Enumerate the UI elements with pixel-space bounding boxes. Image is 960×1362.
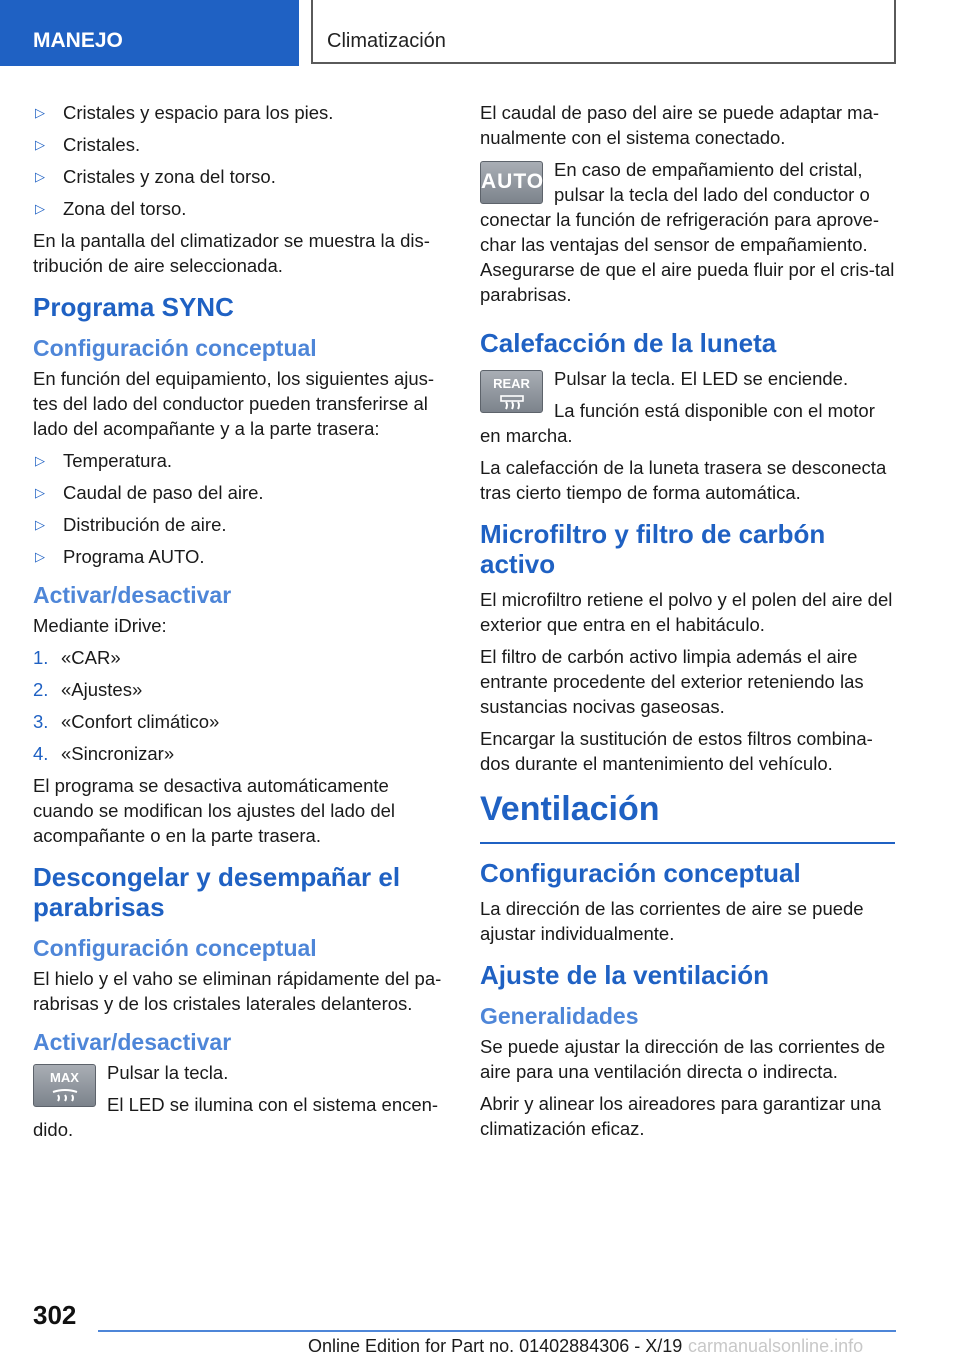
max-defrost-block	[33, 1060, 448, 1149]
paragraph: La dirección de las corrientes de aire se puede ajustar individualmente.	[480, 898, 864, 944]
paragraph: En caso de empañamiento del cristal, pulsar la tecla del lado del conductor o conectar la función de refrigeración para aprove-char las ventajas del sensor de empañamiento. Asegurarse de que el aire pueda fluir por el cris-tal parabrisas.	[480, 159, 895, 305]
sync-settings-list	[33, 448, 448, 569]
watermark: carmanualsonline.info	[688, 1336, 864, 1356]
subheading-activate: Activar/desactivar	[33, 1029, 232, 1055]
heading-rear-window-heating: Calefacción de la luneta	[480, 328, 777, 358]
rear-defrost-button-icon: REAR	[480, 370, 543, 413]
list-item: ▷ Programa AUTO.	[35, 546, 205, 567]
chapter-title: Climatización	[311, 0, 896, 64]
paragraph: La calefacción de la luneta trasera se desconecta tras cierto tiempo de forma automática.	[480, 457, 887, 503]
list-item: ▷ Caudal de paso del aire.	[35, 482, 264, 503]
triangle-bullet-icon: ▷	[35, 169, 45, 184]
heading-microfilter: Microfiltro y filtro de carbón activo	[480, 519, 826, 579]
paragraph: En la pantalla del climatizador se muestra la dis-tribución de aire seleccionada.	[33, 230, 430, 276]
rear-defrost-wave-icon	[497, 395, 527, 411]
paragraph: Mediante iDrive:	[33, 615, 167, 636]
list-item: 4. «Sincronizar»	[33, 743, 175, 764]
paragraph: Abrir y alinear los aireadores para garantizar una climatización eficaz.	[480, 1093, 882, 1139]
list-item: ▷ Cristales y zona del torso.	[35, 166, 276, 187]
paragraph: Pulsar la tecla.	[107, 1062, 229, 1083]
paragraph: Encargar la sustitución de estos filtros combina-dos durante el mantenimiento del vehículo.	[480, 728, 873, 774]
step-number: 1.	[33, 647, 49, 668]
list-item: ▷ Distribución de aire.	[35, 514, 227, 535]
footer-divider	[98, 1330, 896, 1332]
auto-block	[480, 157, 895, 314]
auto-button-icon: AUTO	[480, 161, 543, 204]
list-item: ▷ Cristales.	[35, 134, 141, 155]
edition-note: Online Edition for Part no. 01402884306 - X/19	[308, 1336, 683, 1356]
triangle-bullet-icon: ▷	[35, 453, 45, 468]
subheading-general: Generalidades	[480, 1003, 639, 1029]
paragraph: En función del equipamiento, los siguientes ajus-tes del lado del conductor pueden transferirse al lado del acompañante y a la parte trasera:	[33, 368, 435, 439]
page-header	[0, 0, 960, 66]
right-column	[480, 100, 895, 1148]
defrost-wave-icon	[50, 1089, 80, 1105]
paragraph: Se puede ajustar la dirección de las corrientes de aire para una ventilación directa o indirecta.	[480, 1036, 886, 1082]
heading-vent-adjustment: Ajuste de la ventilación	[480, 960, 769, 990]
section-tab: MANEJO	[0, 0, 299, 66]
heading-defrost: Descongelar y desempañar el parabrisas	[33, 862, 401, 922]
subheading-concept: Configuración conceptual	[33, 935, 317, 961]
triangle-bullet-icon: ▷	[35, 137, 45, 152]
idrive-steps	[33, 645, 448, 766]
step-number: 2.	[33, 679, 49, 700]
paragraph: El programa se desactiva automáticamente cuando se modifican los ajustes del lado del acompañante o en la parte trasera.	[33, 775, 396, 846]
list-item: ▷ Cristales y espacio para los pies.	[35, 102, 334, 123]
heading-concept: Configuración conceptual	[480, 858, 801, 888]
triangle-bullet-icon: ▷	[35, 201, 45, 216]
rear-heating-block	[480, 366, 895, 455]
triangle-bullet-icon: ▷	[35, 105, 45, 120]
left-column	[33, 100, 448, 1149]
subheading-activate: Activar/desactivar	[33, 582, 232, 608]
list-item: 3. «Confort climático»	[33, 711, 220, 732]
heading-ventilation: Ventilación	[480, 790, 895, 844]
list-item: 2. «Ajustes»	[33, 679, 143, 700]
max-defrost-button-icon: MAX	[33, 1064, 96, 1107]
list-item: 1. «CAR»	[33, 647, 121, 668]
paragraph: El hielo y el vaho se eliminan rápidamente del pa-rabrisas y de los cristales laterales delanteros.	[33, 968, 442, 1014]
paragraph: La función está disponible con el motor en marcha.	[480, 400, 875, 446]
step-number: 3.	[33, 711, 49, 732]
list-item: ▷ Zona del torso.	[35, 198, 187, 219]
triangle-bullet-icon: ▷	[35, 485, 45, 500]
triangle-bullet-icon: ▷	[35, 517, 45, 532]
page-number: 302	[33, 1300, 77, 1330]
paragraph: El microfiltro retiene el polvo y el polen del aire del exterior que entra en el habitáculo.	[480, 589, 893, 635]
paragraph: El caudal de paso del aire se puede adaptar ma-nualmente con el sistema conectado.	[480, 102, 880, 148]
subheading-concept: Configuración conceptual	[33, 335, 317, 361]
paragraph: Pulsar la tecla. El LED se enciende.	[554, 368, 849, 389]
list-item: ▷ Temperatura.	[35, 450, 172, 471]
air-distribution-list	[33, 100, 448, 221]
paragraph: El filtro de carbón activo limpia además el aire entrante procedente del exterior reteniendo las sustancias nocivas gaseosas.	[480, 646, 864, 717]
paragraph: El LED se ilumina con el sistema encen-dido.	[33, 1094, 439, 1140]
heading-sync-program: Programa SYNC	[33, 292, 234, 322]
step-number: 4.	[33, 743, 49, 764]
triangle-bullet-icon: ▷	[35, 549, 45, 564]
